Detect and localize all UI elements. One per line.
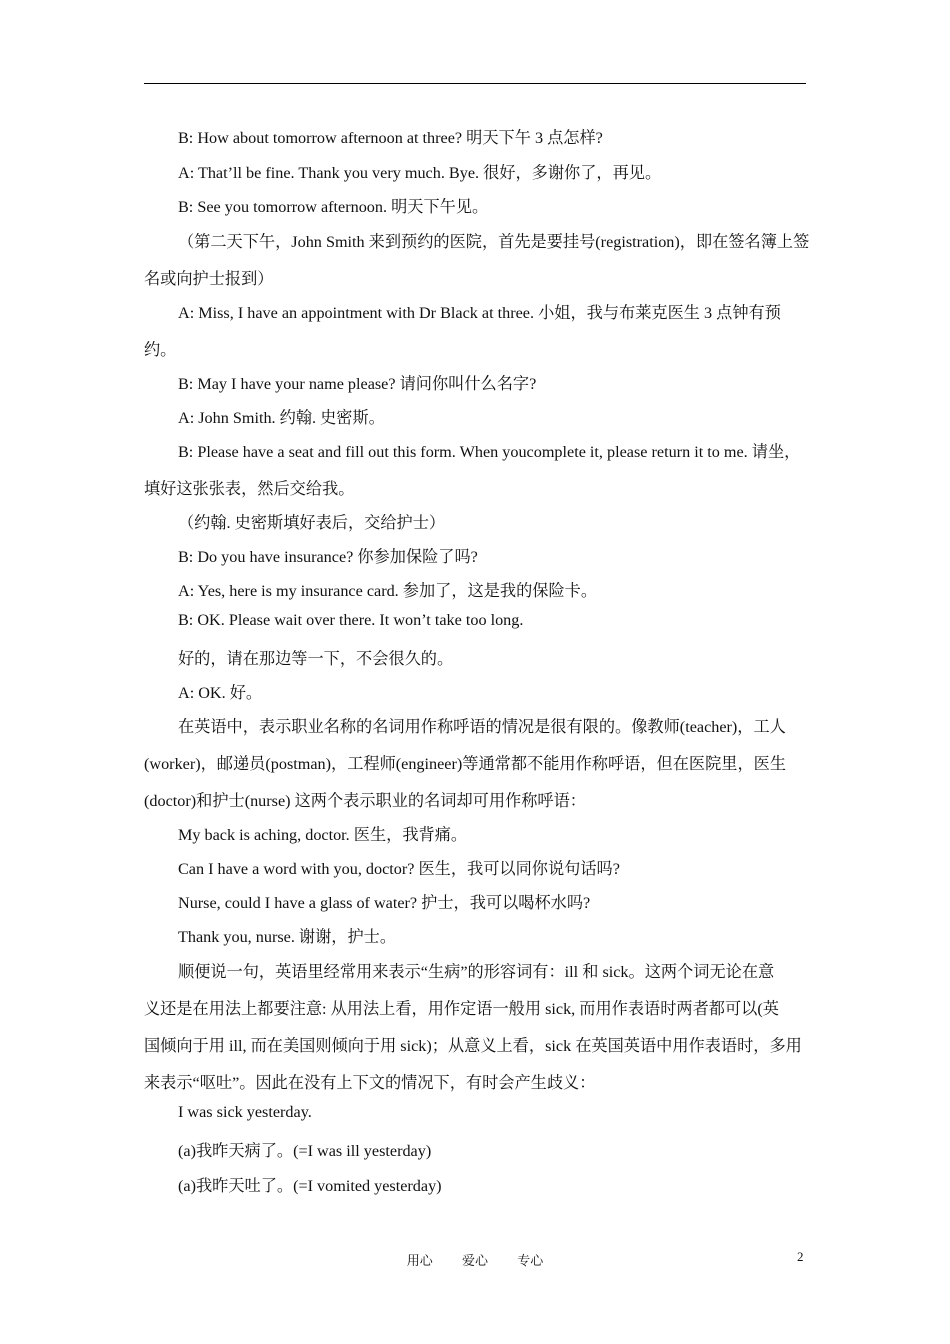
paragraph-line: 来表示“呕吐”。因此在没有上下文的情况下，有时会产生歧义： — [144, 1074, 596, 1092]
paragraph-line: (doctor)和护士(nurse) 这两个表示职业的名词却可用作称呼语： — [144, 792, 586, 810]
dialogue-line: B: Do you have insurance? 你参加保险了吗? — [178, 548, 478, 566]
dialogue-line: 填好这张张表，然后交给我。 — [144, 480, 355, 498]
footer-motto-word: 专心 — [517, 1253, 544, 1268]
dialogue-line: A: That’ll be fine. Thank you very much. Bye. 很好，多谢你了，再见。 — [178, 164, 662, 182]
dialogue-line: B: Please have a seat and fill out this form. When youcomplete it, please return it to me. 请坐， — [178, 443, 801, 461]
paragraph-line: 在英语中，表示职业名称的名词用作称呼语的情况是很有限的。像教师(teacher)，工人 — [178, 718, 786, 736]
paragraph-line: 国倾向于用 ill, 而在美国则倾向于用 sick)；从意义上看，sick 在英国英语中用作表语时，多用 — [144, 1037, 802, 1055]
example-line: (a)我昨天吐了。(=I vomited yesterday) — [178, 1177, 442, 1195]
dialogue-line: 好的，请在那边等一下，不会很久的。 — [178, 650, 454, 668]
paragraph-line: (worker)，邮递员(postman)，工程师(engineer)等通常都不能用作称呼语，但在医院里，医生 — [144, 755, 787, 773]
example-line: My back is aching, doctor. 医生，我背痛。 — [178, 826, 468, 844]
dialogue-line: A: John Smith. 约翰. 史密斯。 — [178, 409, 385, 427]
paragraph-line: 顺便说一句，英语里经常用来表示“生病”的形容词有：ill 和 sick。这两个词无论在意 — [178, 963, 775, 981]
footer-motto — [0, 1250, 950, 1269]
example-line: Nurse, could I have a glass of water? 护士，我可以喝杯水吗? — [178, 894, 591, 912]
example-line: Can I have a word with you, doctor? 医生，我可以同你说句话吗? — [178, 860, 620, 878]
dialogue-line: A: OK. 好。 — [178, 684, 263, 702]
example-line: (a)我昨天病了。(=I was ill yesterday) — [178, 1142, 432, 1160]
narration-line: （第二天下午，John Smith 来到预约的医院，首先是要挂号(registration)，即在签名簿上签 — [178, 233, 810, 251]
footer-motto-word: 用心 — [406, 1253, 433, 1268]
example-line: Thank you, nurse. 谢谢，护士。 — [178, 928, 397, 946]
dialogue-line: B: How about tomorrow afternoon at three? 明天下午 3 点怎样? — [178, 129, 603, 147]
dialogue-line: B: OK. Please wait over there. It won’t take too long. — [178, 611, 524, 629]
dialogue-line: 约。 — [144, 341, 177, 359]
dialogue-line: B: See you tomorrow afternoon. 明天下午见。 — [178, 198, 489, 216]
paragraph-line: 义还是在用法上都要注意: 从用法上看，用作定语一般用 sick, 而用作表语时两者都可以(英 — [144, 1000, 779, 1018]
narration-line: 名或向护士报到） — [144, 270, 274, 288]
footer-motto-word: 爱心 — [461, 1253, 488, 1268]
narration-line: （约翰. 史密斯填好表后，交给护士） — [178, 514, 446, 532]
dialogue-line: B: May I have your name please? 请问你叫什么名字? — [178, 375, 537, 393]
example-line: I was sick yesterday. — [178, 1103, 312, 1121]
page-number: 2 — [797, 1249, 804, 1264]
dialogue-line: A: Yes, here is my insurance card. 参加了，这是我的保险卡。 — [178, 582, 598, 600]
header-rule — [144, 83, 806, 84]
dialogue-line: A: Miss, I have an appointment with Dr Black at three. 小姐，我与布莱克医生 3 点钟有预 — [178, 304, 781, 322]
